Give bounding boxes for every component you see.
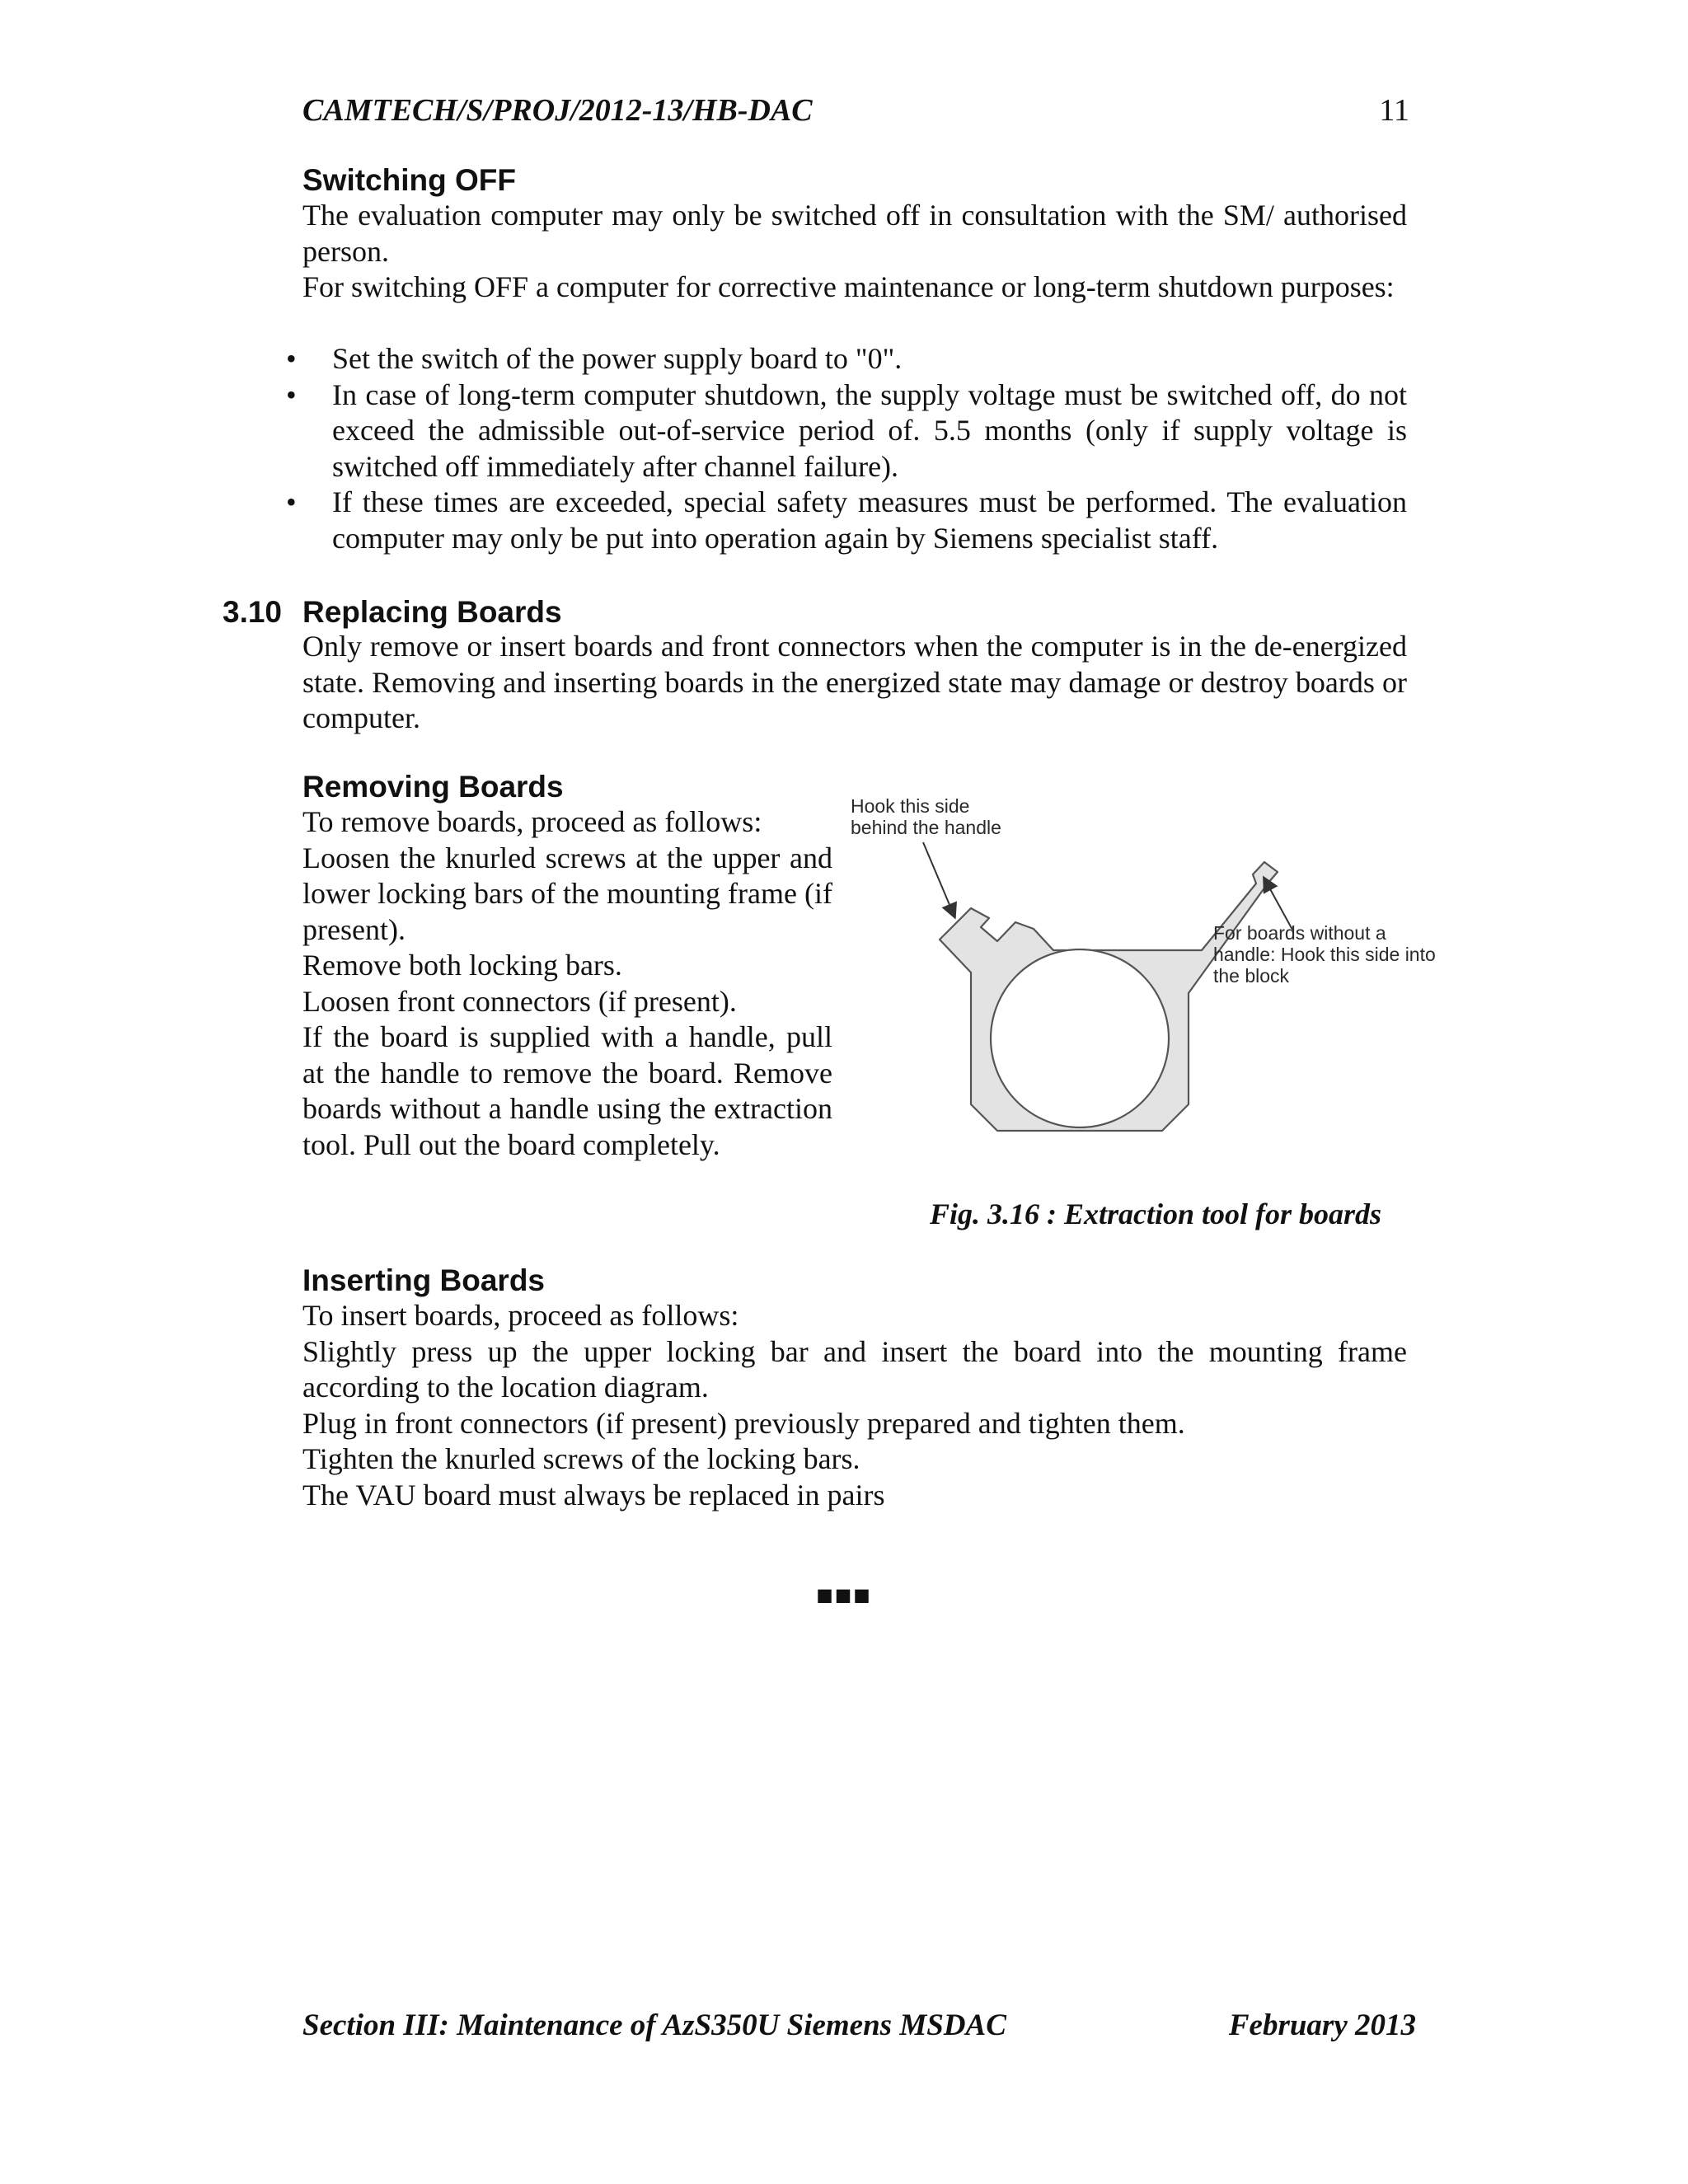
hook-handle-arrow [923,842,954,916]
switching-off-para-2: For switching OFF a computer for corrective maintenance or long-term shutdown purposes: [302,270,1395,303]
extraction-tool-hole [991,949,1169,1127]
section-number: 3.10 [223,595,283,629]
switching-off-bullet-list [286,341,1407,556]
bullet-text: Set the switch of the power supply board to "0". [332,342,903,375]
inserting-step: Slightly press up the upper locking bar and insert the board into the mounting frame according to the location diagram. [302,1334,1407,1404]
bullet-item [286,485,1407,556]
switching-off-heading: Switching OFF [302,163,516,197]
bullet-item [286,341,1407,377]
label-block-line-1: For boards without a [1213,922,1386,944]
bullet-icon: • [286,377,297,411]
label-hook-handle-line-2: behind the handle [851,817,1001,838]
removing-boards-text [302,804,832,1163]
extraction-tool-figure [832,791,1665,1170]
header-doc-code: CAMTECH/S/PROJ/2012-13/HB-DAC [302,93,813,128]
figure-caption: Fig. 3.16 : Extraction tool for boards [930,1197,1382,1230]
inserting-step: Plug in front connectors (if present) previously prepared and tighten them. [302,1406,1185,1440]
removing-step: Loosen front connectors (if present). [302,984,737,1018]
inserting-boards-heading: Inserting Boards [302,1263,545,1297]
removing-step: If the board is supplied with a handle, pull at the handle to remove the board. Remove boards without a handle using the extraction tool. Pull out the board completely. [302,1020,832,1161]
footer-date: February 2013 [1228,2008,1416,2042]
label-hook-handle-line-1: Hook this side [851,795,970,817]
bullet-text: If these times are exceeded, special safety measures must be performed. The evaluation computer may only be put into operation again by Siemens specialist staff. [332,485,1407,555]
bullet-text: In case of long-term computer shutdown, the supply voltage must be switched off, do not exceed the admissible out-of-service period of. 5.5 months (only if supply voltage is switched off immediately after channel failure). [332,377,1407,483]
footer-section-title: Section III: Maintenance of AzS350U Siemens MSDAC [302,2008,1006,2042]
bullet-icon: • [286,485,297,518]
end-of-section-mark: ■■■ [816,1581,872,1611]
inserting-boards-text [302,1298,1407,1513]
removing-step: Loosen the knurled screws at the upper and lower locking bars of the mounting frame (if present). [302,841,832,946]
removing-step: To remove boards, proceed as follows: [302,805,762,838]
inserting-step: The VAU board must always be replaced in pairs [302,1478,885,1511]
section-title: Replacing Boards [302,595,562,629]
inserting-step: Tighten the knurled screws of the locking bars. [302,1442,860,1475]
removing-boards-heading: Removing Boards [302,770,564,804]
page-number: 11 [1379,93,1409,128]
removing-step: Remove both locking bars. [302,949,622,982]
bullet-icon: • [286,342,297,375]
inserting-step: To insert boards, proceed as follows: [302,1299,739,1332]
label-block-line-3: the block [1213,965,1290,987]
label-block-line-2: handle: Hook this side into [1213,944,1436,965]
switching-off-para-1: The evaluation computer may only be switched off in consultation with the SM/ authorised person. [302,199,1407,268]
replacing-boards-para: Only remove or insert boards and front connectors when the computer is in the de-energized state. Removing and inserting boards in the energized state may damage or destroy boards or computer. [302,630,1407,734]
bullet-item [286,377,1407,485]
